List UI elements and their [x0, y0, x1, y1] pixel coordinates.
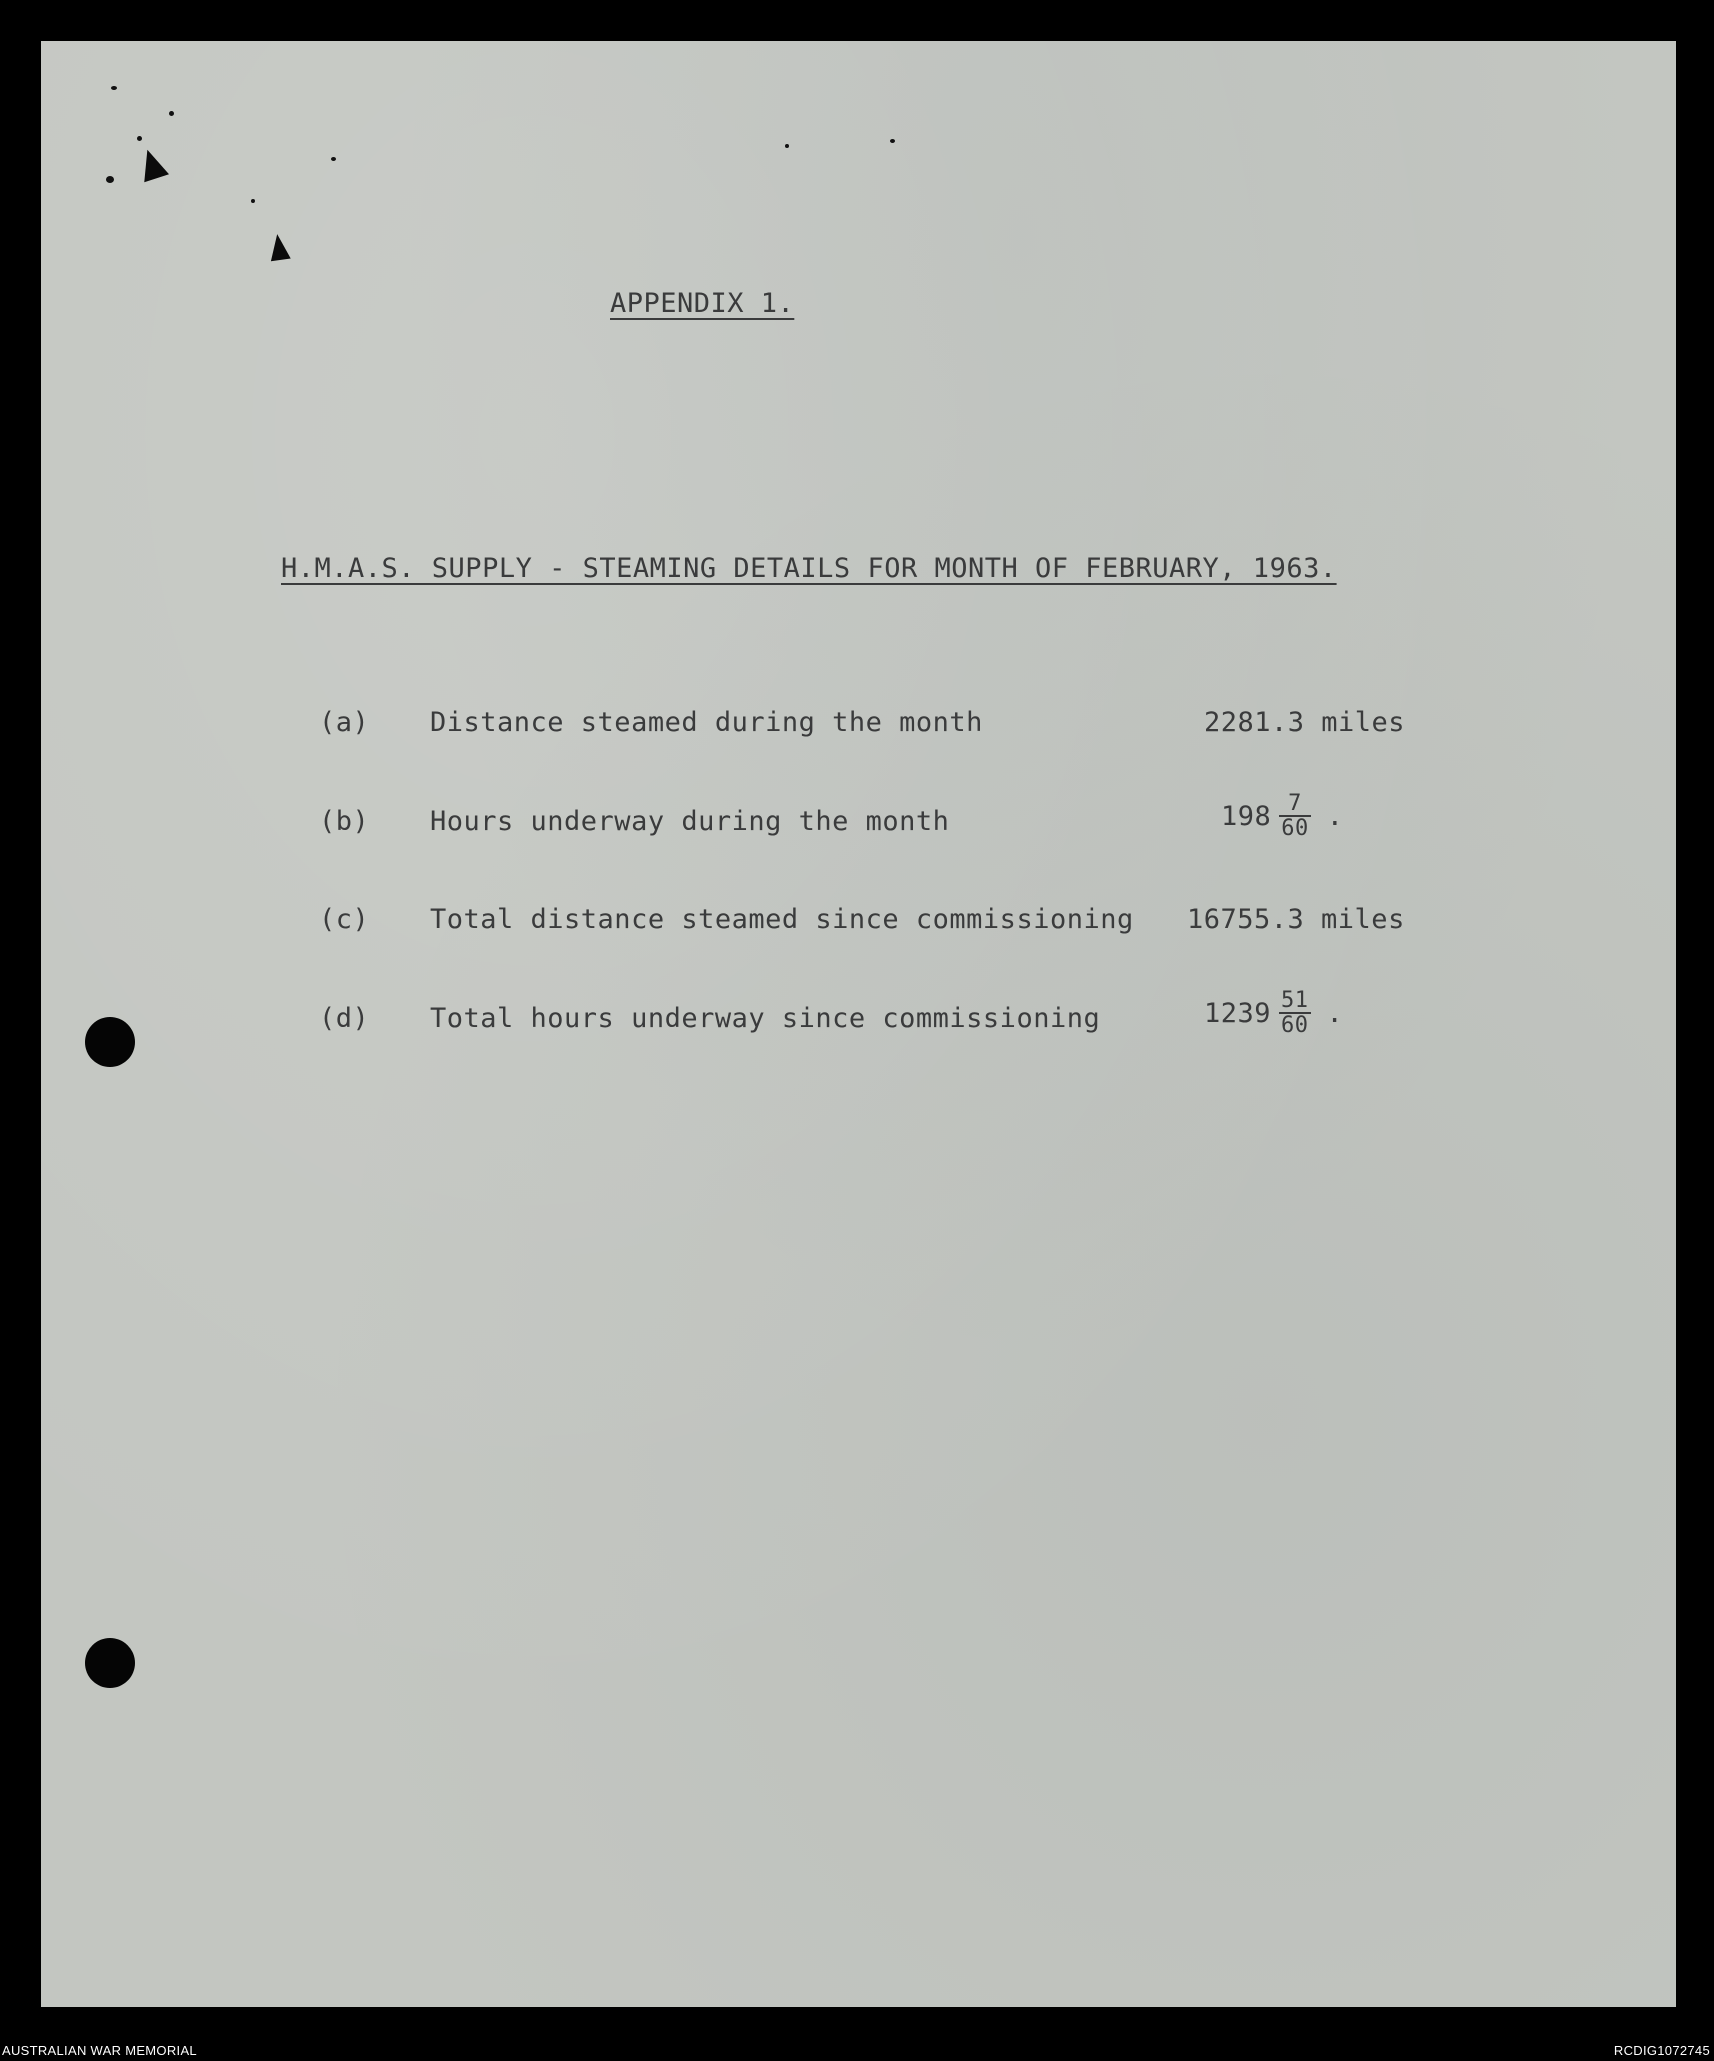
- item-description: Distance steamed during the month: [430, 707, 983, 738]
- value-whole: 198: [1221, 800, 1272, 832]
- detail-row-a: [41, 707, 1676, 767]
- item-label: (c): [319, 904, 370, 935]
- archive-credit: AUSTRALIAN WAR MEMORIAL: [2, 2043, 197, 2058]
- item-value: [1204, 989, 1343, 1037]
- fraction-denominator: 60: [1281, 816, 1309, 842]
- item-value: 16755.3 miles: [1187, 904, 1405, 935]
- paper-speck: [251, 199, 255, 203]
- detail-row-d: [41, 988, 1676, 1063]
- paper-speck: [890, 139, 895, 143]
- item-description: Total distance steamed since commissioning: [430, 904, 1134, 935]
- fraction-numerator: 7: [1288, 791, 1302, 816]
- value-whole: 1239: [1204, 997, 1272, 1029]
- appendix-title: APPENDIX 1.: [610, 288, 795, 319]
- paper-speck: [137, 136, 142, 141]
- paper-speck: [785, 144, 789, 148]
- paper-speck: [169, 111, 174, 116]
- item-value: [1221, 792, 1344, 840]
- paper-tear: [267, 233, 290, 262]
- archive-reference: RCDIG1072745: [1613, 2043, 1710, 2058]
- fraction-numerator: 51: [1281, 988, 1309, 1013]
- value-fraction: [1279, 989, 1311, 1037]
- detail-row-b: [41, 791, 1676, 866]
- value-suffix: .: [1326, 997, 1344, 1029]
- punch-hole: [85, 1017, 135, 1067]
- item-label: (b): [319, 806, 370, 837]
- paper-speck: [331, 157, 336, 161]
- paper-speck: [111, 86, 117, 90]
- document-title: H.M.A.S. SUPPLY - STEAMING DETAILS FOR MONTH OF FEBRUARY, 1963.: [281, 553, 1337, 584]
- paper-speck: [106, 176, 114, 183]
- document-page: [41, 41, 1676, 2007]
- item-label: (d): [319, 1003, 370, 1034]
- item-description: Total hours underway since commissioning: [430, 1003, 1101, 1034]
- item-label: (a): [319, 707, 370, 738]
- value-suffix: .: [1326, 800, 1344, 832]
- item-value: 2281.3 miles: [1204, 707, 1406, 738]
- detail-row-c: [41, 904, 1676, 964]
- value-fraction: [1279, 792, 1311, 840]
- paper-tear: [135, 146, 169, 183]
- fraction-denominator: 60: [1281, 1013, 1309, 1039]
- item-description: Hours underway during the month: [430, 806, 950, 837]
- punch-hole: [85, 1638, 135, 1688]
